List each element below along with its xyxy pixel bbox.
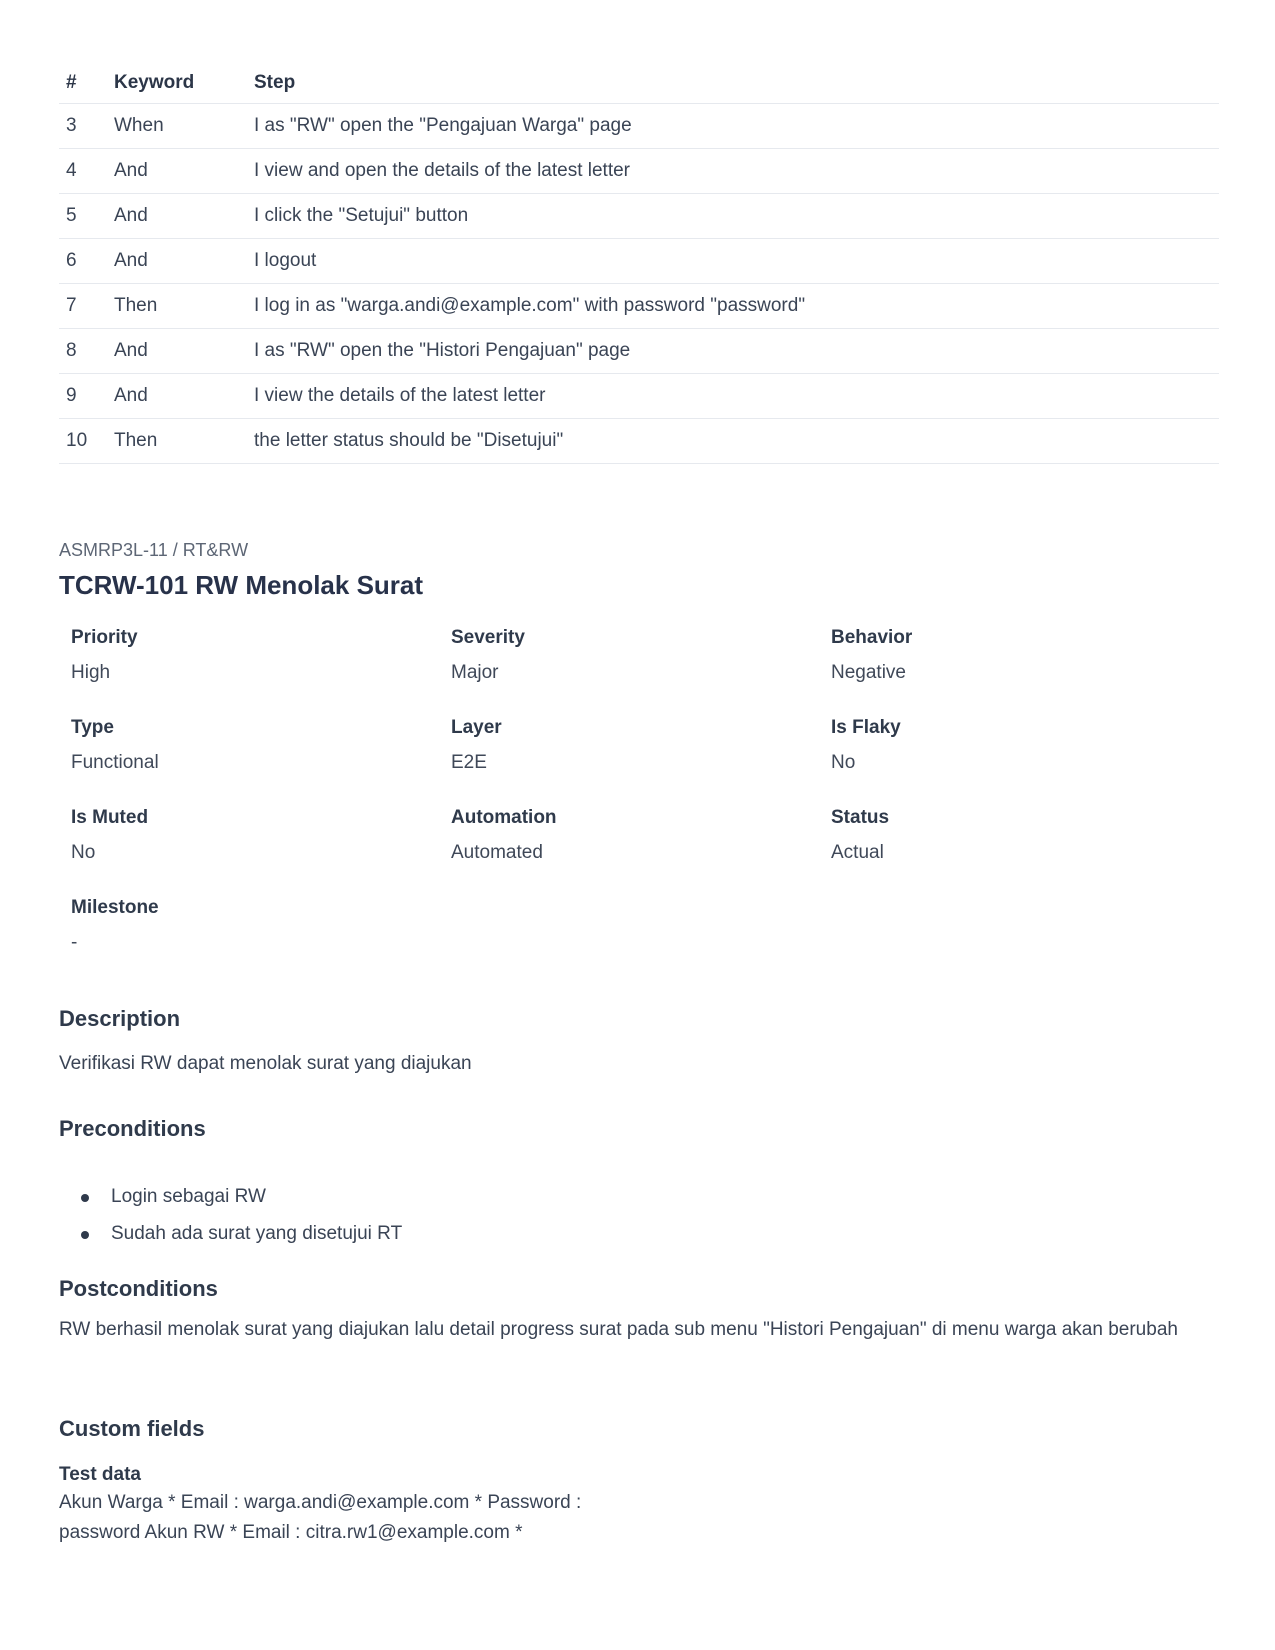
step-text: I click the "Setujui" button (254, 194, 1219, 239)
table-row (59, 194, 1219, 239)
field-value: No (71, 842, 96, 863)
field-label: Layer (451, 717, 502, 738)
field-value: No (831, 752, 856, 773)
field-label: Is Muted (71, 807, 149, 828)
steps-table-header (59, 62, 1219, 104)
field-label: Milestone (71, 897, 159, 918)
postconditions-text: RW berhasil menolak surat yang diajukan lalu detail progress surat pada sub menu "Histori Pengajuan" di menu warga akan berubah (59, 1319, 1178, 1340)
step-keyword: And (114, 374, 254, 419)
field-label: Is Flaky (831, 717, 901, 738)
step-keyword: When (114, 104, 254, 149)
test-data-value: Akun Warga * Email : warga.andi@example.com * Password : password Akun RW * Email : citra.rw1@example.com * (59, 1492, 582, 1543)
field-milestone (71, 897, 159, 954)
field-value: Actual (831, 842, 884, 863)
step-number: 3 (59, 104, 114, 149)
step-text: I as "RW" open the "Pengajuan Warga" page (254, 104, 1219, 149)
custom-fields-heading: Custom fields (59, 1416, 205, 1441)
list-item: Login sebagai RW (59, 1186, 402, 1223)
step-number: 9 (59, 374, 114, 419)
field-label: Automation (451, 807, 557, 828)
field-status (831, 807, 889, 864)
field-behavior (831, 627, 912, 684)
table-row (59, 374, 1219, 419)
field-value: Functional (71, 752, 159, 773)
field-value: Automated (451, 842, 543, 863)
field-label: Status (831, 807, 890, 828)
preconditions-heading: Preconditions (59, 1116, 206, 1141)
field-layer (451, 717, 502, 774)
field-value: High (71, 662, 111, 683)
steps-table (59, 62, 1219, 464)
step-number: 8 (59, 329, 114, 374)
step-keyword: And (114, 194, 254, 239)
field-priority (71, 627, 138, 684)
table-row (59, 329, 1219, 374)
field-label: Severity (451, 627, 525, 648)
step-text: I log in as "warga.andi@example.com" with password "password" (254, 284, 1219, 329)
field-severity (451, 627, 525, 684)
step-number: 7 (59, 284, 114, 329)
field-type (71, 717, 159, 774)
field-value: - (71, 932, 78, 953)
step-number: 6 (59, 239, 114, 284)
preconditions-list (59, 1186, 402, 1260)
field-is-flaky (831, 717, 901, 774)
breadcrumb: ASMRP3L-11 / RT&RW (59, 540, 249, 560)
table-row (59, 149, 1219, 194)
table-row (59, 284, 1219, 329)
header-step: Step (254, 62, 1219, 104)
step-keyword: And (114, 239, 254, 284)
step-text: I view the details of the latest letter (254, 374, 1219, 419)
field-label: Behavior (831, 627, 913, 648)
step-keyword: And (114, 329, 254, 374)
step-number: 4 (59, 149, 114, 194)
table-row (59, 239, 1219, 284)
field-value: Negative (831, 662, 906, 683)
table-row (59, 104, 1219, 149)
field-label: Priority (71, 627, 138, 648)
list-item: Sudah ada surat yang disetujui RT (59, 1223, 402, 1260)
step-text: I as "RW" open the "Histori Pengajuan" page (254, 329, 1219, 374)
field-value: E2E (451, 752, 487, 773)
field-label: Type (71, 717, 114, 738)
table-row (59, 419, 1219, 464)
page-title: TCRW-101 RW Menolak Surat (59, 570, 424, 600)
postconditions-heading: Postconditions (59, 1276, 218, 1301)
step-number: 10 (59, 419, 114, 464)
step-number: 5 (59, 194, 114, 239)
step-text: I view and open the details of the latest letter (254, 149, 1219, 194)
field-value: Major (451, 662, 499, 683)
step-keyword: Then (114, 419, 254, 464)
step-keyword: Then (114, 284, 254, 329)
description-text: Verifikasi RW dapat menolak surat yang diajukan (59, 1053, 472, 1074)
test-data-label: Test data (59, 1464, 142, 1485)
description-heading: Description (59, 1006, 181, 1031)
step-text: the letter status should be "Disetujui" (254, 419, 1219, 464)
step-text: I logout (254, 239, 1219, 284)
field-is-muted (71, 807, 148, 864)
step-keyword: And (114, 149, 254, 194)
header-keyword: Keyword (114, 62, 254, 104)
field-automation (451, 807, 557, 864)
header-num: # (59, 62, 114, 104)
